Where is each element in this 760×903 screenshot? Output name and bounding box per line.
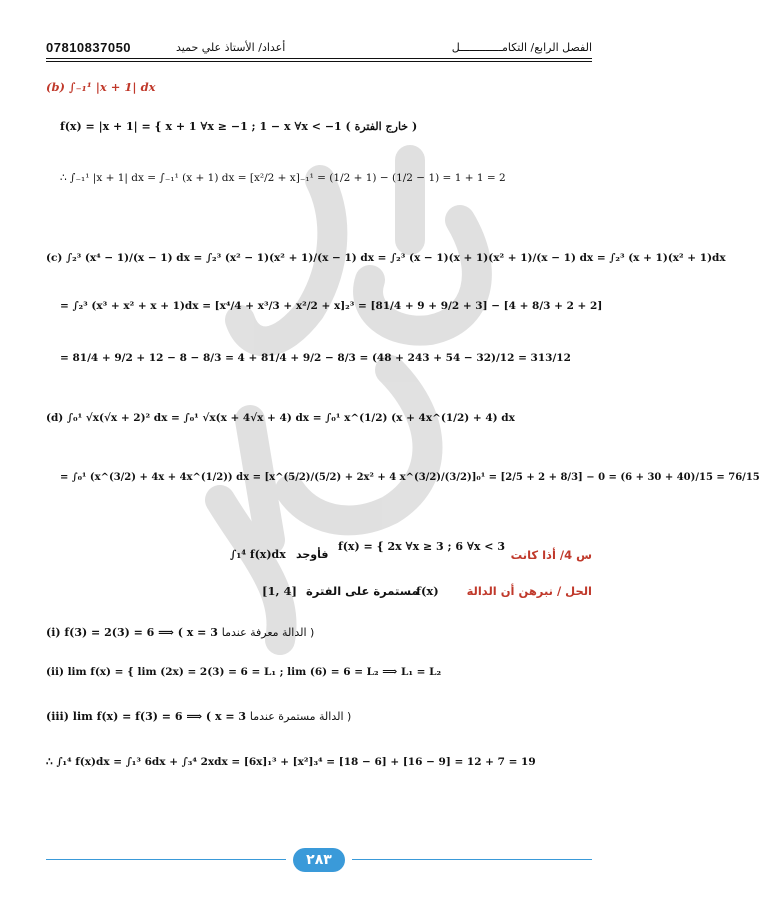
page-number: ٢٨٣: [293, 848, 345, 872]
solution-intro: الحل / نبرهن أن الدالة: [466, 584, 592, 598]
step-i: (i) f(3) = 2(3) = 6 ⟹ ( x = 3 الدالة معرفة عندما ): [46, 626, 315, 639]
solution-interval: [1, 4]: [262, 584, 297, 598]
problem-d-statement: (d) ∫₀¹ √x(√x + 2)² dx = ∫₀¹ √x(x + 4√x + 4) dx = ∫₀¹ x^(1/2) (x + 4x^(1/2) + 4) dx: [46, 412, 515, 424]
problem-b-statement: (b) ∫₋₁¹ |x + 1| dx: [46, 80, 156, 94]
problem-c-step3: = 81/4 + 9/2 + 12 − 8 − 8/3 = 4 + 81/4 + 9/2 − 8/3 = (48 + 243 + 54 − 32)/12 = 313/12: [60, 352, 571, 364]
solution-function-name: f(x): [416, 584, 439, 598]
problem-c-step2: = ∫₂³ (x³ + x² + x + 1)dx = [x⁴/4 + x³/3 + x²/2 + x]₂³ = [81/4 + 9 + 9/2 + 3] − [4 + 8/3 + 2 + 2]: [60, 300, 603, 312]
question-4-label: س 4/ أذا كانت: [510, 548, 592, 562]
question-4-function: f(x) = { 2x ∀x ≥ 3 ; 6 ∀x < 3: [338, 540, 506, 553]
problem-b-solution: ∴ ∫₋₁¹ |x + 1| dx = ∫₋₁¹ (x + 1) dx = [x²/2 + x]₋₁¹ = (1/2 + 1) − (1/2 − 1) = 1 + 1 = 2: [60, 172, 506, 184]
problem-b-piecewise: f(x) = |x + 1| = { x + 1 ∀x ≥ −1 ; 1 − x ∀x < −1 ( خارج الفترة ): [60, 120, 418, 133]
solution-continuous-text: مستمرة على الفترة: [306, 584, 419, 598]
question-4-integral: ∫₁⁴ f(x)dx: [230, 548, 286, 561]
final-result: ∴ ∫₁⁴ f(x)dx = ∫₁³ 6dx + ∫₃⁴ 2xdx = [6x]₁³ + [x²]₃⁴ = [18 − 6] + [16 − 9] = 12 + 7 = 19: [46, 756, 536, 768]
question-4-find: فأوجد: [296, 548, 329, 561]
step-iii: (iii) lim f(x) = f(3) = 6 ⟹ ( x = 3 الدالة مستمرة عندما ): [46, 710, 352, 723]
step-ii: (ii) lim f(x) = { lim (2x) = 2(3) = 6 = L₁ ; lim (6) = 6 = L₂ ⟹ L₁ = L₂: [46, 666, 442, 678]
page-header: [46, 40, 592, 58]
header-rule-thin: [46, 61, 592, 62]
author-credit: أعداد/ الأستاذ علي حميد: [176, 41, 286, 54]
problem-d-solution: = ∫₀¹ (x^(3/2) + 4x + 4x^(1/2)) dx = [x^(5/2)/(5/2) + 2x² + 4 x^(3/2)/(3/2)]₀¹ = [2/5 + 2 + 8/3] − 0 = (6 + 30 + 40)/15 = 76/15: [60, 472, 760, 483]
problem-c-statement: (c) ∫₂³ (x⁴ − 1)/(x − 1) dx = ∫₂³ (x² − 1)(x² + 1)/(x − 1) dx = ∫₂³ (x − 1)(x + 1)(x² + 1)/(x − 1) dx = ∫₂³ (x + 1)(x² + 1)dx: [46, 252, 726, 264]
header-rule: [46, 58, 592, 59]
phone-number: 07810837050: [46, 40, 132, 55]
chapter-title: الفصل الرابع/ التكامـــــــــــــل: [451, 41, 592, 54]
